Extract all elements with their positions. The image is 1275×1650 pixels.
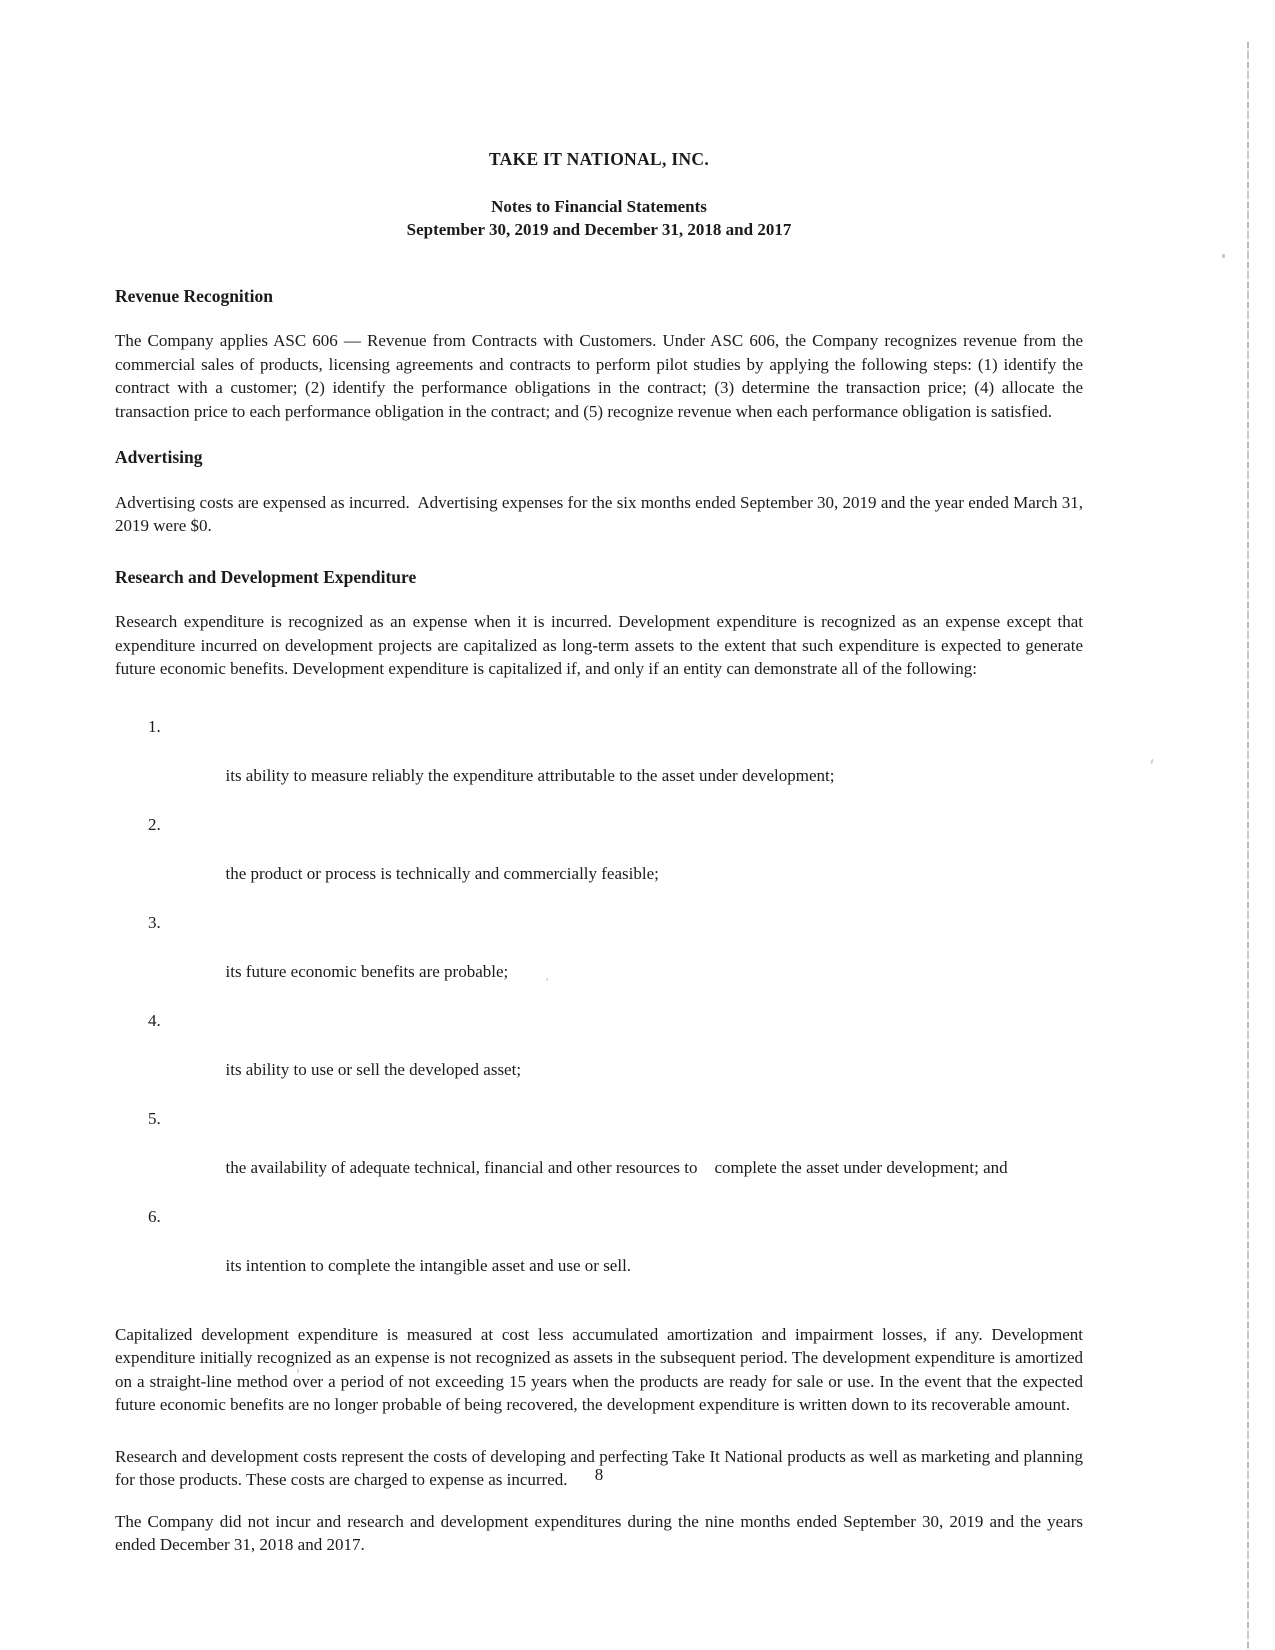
company-title: TAKE IT NATIONAL, INC. [488,149,710,169]
paragraph-revenue-recognition: The Company applies ASC 606 — Revenue from Contracts with Customers. Under ASC 606, the Company recognizes revenue from the commercial sales of products, licensing agreements and contracts to perform pilot studies by applying the following steps: (1) identify the contract with a customer; (2) identify the performance obligations in the contract; (3) determine the transaction price; (4) allocate the transaction price to each performance obligation in the contract; and (5) recognize revenue when each performance obligation is satisfied. [115,331,1088,421]
list-item-text: its future economic benefits are probable; [225,961,509,981]
paragraph-rnd-costs: Research and development costs represent the costs of developing and perfecting Take It National products as well as marketing and planning for those products. These costs are charged to expense as incurred. [115,1446,1088,1489]
list-item-number: 3. [148,912,161,932]
list-item-number: 5. [148,1108,161,1128]
list-item-number: 4. [148,1010,161,1030]
list-item [115,813,1083,911]
list-item-text: its ability to use or sell the developed asset; [225,1059,522,1079]
paragraph-capitalized-expenditure: Capitalized development expenditure is measured at cost less accumulated amortization and impairment losses, if any. Development expenditure initially recognized as an expense is not recognized as assets in the subsequent period. The development expenditure is amortized on a straight-line method over a period of not exceeding 15 years when the products are ready for sale or use. In the event that the expected future economic benefits are no longer probable of being recovered, the development expenditure is written down to its recoverable amount. [115,1324,1088,1414]
list-item [115,715,1083,813]
section-heading-research-development: Research and Development Expenditure [115,566,417,587]
paragraph-rnd-intro: Research expenditure is recognized as an expense when it is incurred. Development expenditure is recognized as an expense except that expenditure incurred on development projects are capitalized as long-term assets to the extent that such expenditure is expected to generate future economic benefits. Development expenditure is capitalized if, and only if an entity can demonstrate all of the following: [115,612,1088,678]
scan-artifact-speck [1222,254,1225,258]
list-item-number: 1. [148,716,161,736]
page-number: 8 [594,1465,604,1484]
scan-artifact-speck [297,1369,299,1373]
scan-artifact-line [1247,42,1249,1650]
capitalization-criteria-list [115,715,1083,1303]
scan-artifact-speck [546,978,548,981]
list-item-text: the availability of adequate technical, financial and other resources to complete the asset under development; and [225,1157,1008,1177]
list-item [115,1009,1083,1107]
section-heading-advertising: Advertising [115,447,203,467]
list-item-number: 2. [148,814,161,834]
document-period: September 30, 2019 and December 31, 2018 and 2017 [406,220,792,239]
document-subtitle: Notes to Financial Statements [491,196,707,216]
list-item-text: its ability to measure reliably the expenditure attributable to the asset under development; [225,765,835,785]
list-item [115,911,1083,1009]
paragraph-advertising: Advertising costs are expensed as incurred. Advertising expenses for the six months ended September 30, 2019 and the year ended March 31, 2019 were $0. [115,492,1088,535]
section-research-development [115,566,1088,1557]
section-revenue-recognition [115,285,1088,424]
document-subtitle-block [115,195,1083,242]
section-heading-revenue-recognition: Revenue Recognition [115,285,273,306]
document-content [115,0,1088,1557]
paragraph-no-expenditures: The Company did not incur and research and development expenditures during the nine months ended September 30, 2019 and the years ended December 31, 2018 and 2017. [115,1511,1088,1554]
list-item [115,1205,1083,1303]
list-item-number: 6. [148,1206,161,1226]
section-advertising [115,446,1088,538]
scan-artifact-speck [1151,759,1154,764]
list-item [115,1107,1083,1205]
list-item-text: its intention to complete the intangible asset and use or sell. [225,1255,632,1275]
list-item-text: the product or process is technically and commercially feasible; [225,863,659,883]
